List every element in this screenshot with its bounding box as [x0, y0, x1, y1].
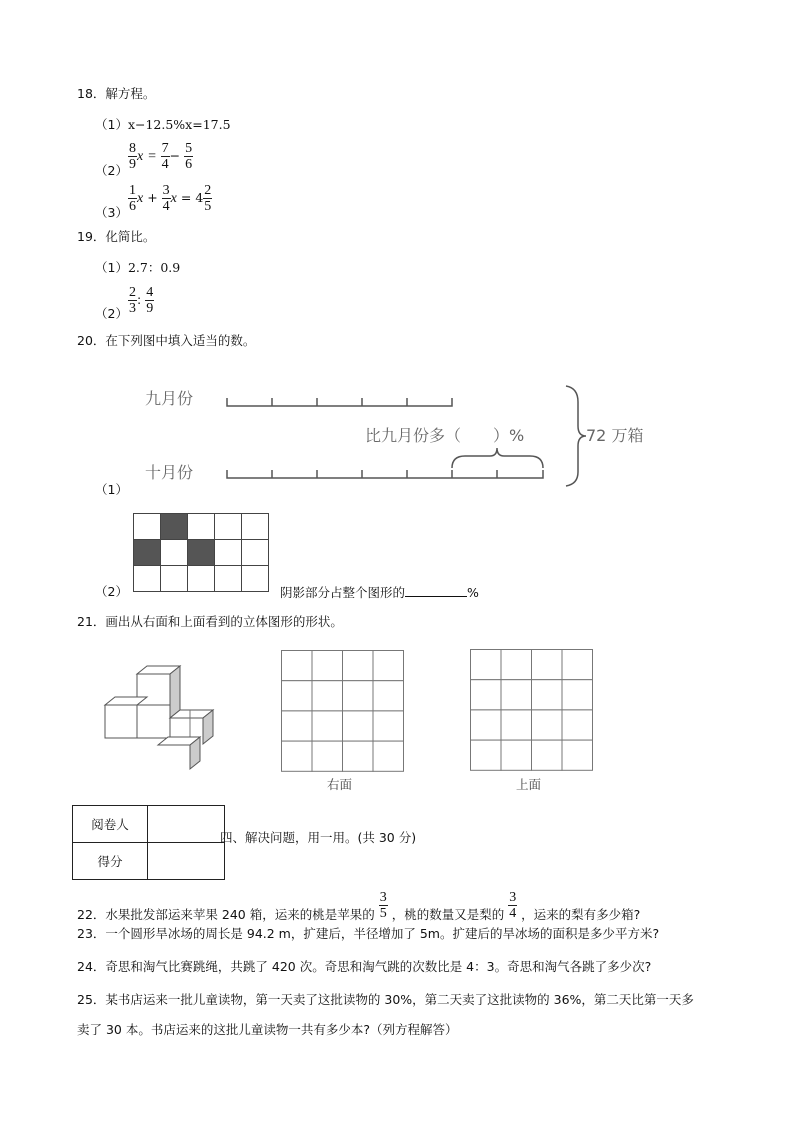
grid-cell — [471, 680, 502, 710]
grid-cell — [562, 710, 593, 740]
right-view-grid[interactable] — [281, 650, 404, 772]
q19-title: 19．化简比。 — [77, 229, 156, 244]
grid-cell — [134, 566, 161, 592]
grid-cell — [471, 710, 502, 740]
q20-p2-text: 阴影部分占整个图形的 % — [280, 585, 479, 600]
grid-cell — [215, 566, 242, 592]
fraction: $\frac{3}{4}$ — [509, 890, 517, 921]
grid-cell — [282, 681, 313, 711]
score-table — [72, 805, 225, 880]
grid-cell — [562, 650, 593, 680]
reviewer-cell[interactable] — [148, 806, 225, 843]
grid-cell — [215, 540, 242, 566]
grid-cell — [532, 650, 563, 680]
fraction: $\frac{7}{4}$ — [161, 141, 169, 172]
grid-cell — [532, 740, 563, 770]
q19-p2-label: （2） — [95, 306, 128, 321]
grid-cell — [501, 710, 532, 740]
q18-p3-label: （3） — [95, 205, 128, 220]
q20-p2-label: （2） — [95, 584, 128, 599]
q18-p3-equation: $\frac{1}{6}$ x + $\frac{3}{4}$ x = 4 $\frac{2}{5}$ — [129, 183, 212, 214]
part-brace — [452, 448, 543, 468]
grid-cell — [532, 710, 563, 740]
grid-cell — [312, 681, 343, 711]
q18-p2-equation: $\frac{8}{9}$ x = $\frac{7}{4}$ − $\frac{5}{6}$ — [129, 141, 193, 172]
sep-line — [227, 398, 452, 406]
segment-diagram — [0, 0, 794, 500]
grid-cell — [501, 740, 532, 770]
grid-cell — [562, 740, 593, 770]
fraction: $\frac{3}{5}$ — [379, 890, 387, 921]
answer-blank[interactable] — [405, 584, 467, 597]
grid-cell — [282, 741, 313, 771]
reviewer-label: 阅卷人 — [73, 806, 148, 843]
top-view-label: 上面 — [516, 777, 542, 792]
grid-cell — [242, 566, 269, 592]
q19-p1: （1）2.7：0.9 — [95, 260, 181, 275]
shaded-grid — [133, 513, 269, 591]
q23: 23．一个圆形旱冰场的周长是 94.2 m，扩建后，半径增加了 5m。扩建后的旱冰场的面积是多少平方米? — [77, 926, 660, 941]
grid-cell — [161, 566, 188, 592]
grid-cell — [373, 741, 404, 771]
section-heading: 四、解决问题，用一用。(共 30 分) — [220, 830, 417, 845]
q21-title: 21．画出从右面和上面看到的立体图形的形状。 — [77, 614, 343, 629]
fraction: $\frac{2}{3}$ — [129, 285, 136, 316]
fraction: $\frac{5}{6}$ — [185, 141, 193, 172]
grid-cell — [343, 651, 374, 681]
sep-label: 九月份 — [145, 389, 194, 408]
grid-cell — [373, 711, 404, 741]
right-view-label: 右面 — [327, 777, 353, 792]
score-cell[interactable] — [148, 843, 225, 880]
fraction: $\frac{8}{9}$ — [129, 141, 136, 172]
fraction: $\frac{3}{4}$ — [162, 183, 170, 214]
grid-cell — [501, 650, 532, 680]
grid-cell — [501, 680, 532, 710]
shaded-cell — [188, 540, 215, 566]
more-text: 比九月份多（ ）% — [365, 426, 525, 445]
q18-p2-label: （2） — [95, 163, 128, 178]
grid-cell — [161, 540, 188, 566]
fraction: $\frac{2}{5}$ — [204, 183, 212, 214]
grid-cell — [282, 651, 313, 681]
q25-line2: 卖了 30 本。书店运来的这批儿童读物一共有多少本?（列方程解答） — [77, 1022, 458, 1037]
q18-title: 18．解方程。 — [77, 86, 156, 101]
grid-cell — [343, 741, 374, 771]
q25-line1: 25．某书店运来一批儿童读物，第一天卖了这批读物的 30%，第二天卖了这批读物的 36%，第二天比第一天多 — [77, 992, 694, 1007]
shaded-cell — [134, 540, 161, 566]
fraction: $\frac{4}{9}$ — [146, 285, 154, 316]
q20-title: 20．在下列图中填入适当的数。 — [77, 333, 256, 348]
grid-cell — [471, 740, 502, 770]
grid-cell — [242, 540, 269, 566]
grid-cell — [215, 514, 242, 540]
score-label: 得分 — [73, 843, 148, 880]
grid-cell — [373, 681, 404, 711]
equation: x−12.5%x=17.5 — [127, 117, 231, 132]
oct-line — [227, 470, 543, 478]
cube-figure — [100, 660, 220, 750]
grid-cell — [312, 741, 343, 771]
label: （1） — [95, 117, 128, 132]
q19-p2-ratio: $\frac{2}{3}$ : $\frac{4}{9}$ — [129, 285, 154, 316]
grid-cell — [134, 514, 161, 540]
grid-cell — [373, 651, 404, 681]
grid-cell — [312, 651, 343, 681]
grid-cell — [562, 680, 593, 710]
grid-cell — [242, 514, 269, 540]
grid-cell — [471, 650, 502, 680]
grid-cell — [188, 566, 215, 592]
grid-cell — [343, 711, 374, 741]
total-text: 72 万箱 — [586, 426, 644, 445]
top-view-grid[interactable] — [470, 649, 593, 771]
grid-cell — [343, 681, 374, 711]
q24: 24．奇思和淘气比赛跳绳，共跳了 420 次。奇思和淘气跳的次数比是 4：3。奇思和淘气各跳了多少次? — [77, 959, 652, 974]
grid-cell — [312, 711, 343, 741]
q22: 22．水果批发部运来苹果 240 箱，运来的桃是苹果的 $\frac{3}{5}$ ，桃的数量又是梨的 $\frac{3}{4}$ ，运来的梨有多少箱? — [77, 890, 641, 922]
grid-cell — [282, 711, 313, 741]
q20-p1-label: （1） — [95, 482, 128, 497]
total-brace — [566, 386, 586, 486]
grid-cell — [532, 680, 563, 710]
grid-cell — [188, 514, 215, 540]
shaded-cell — [161, 514, 188, 540]
fraction: $\frac{1}{6}$ — [129, 183, 136, 214]
oct-label: 十月份 — [145, 463, 194, 482]
